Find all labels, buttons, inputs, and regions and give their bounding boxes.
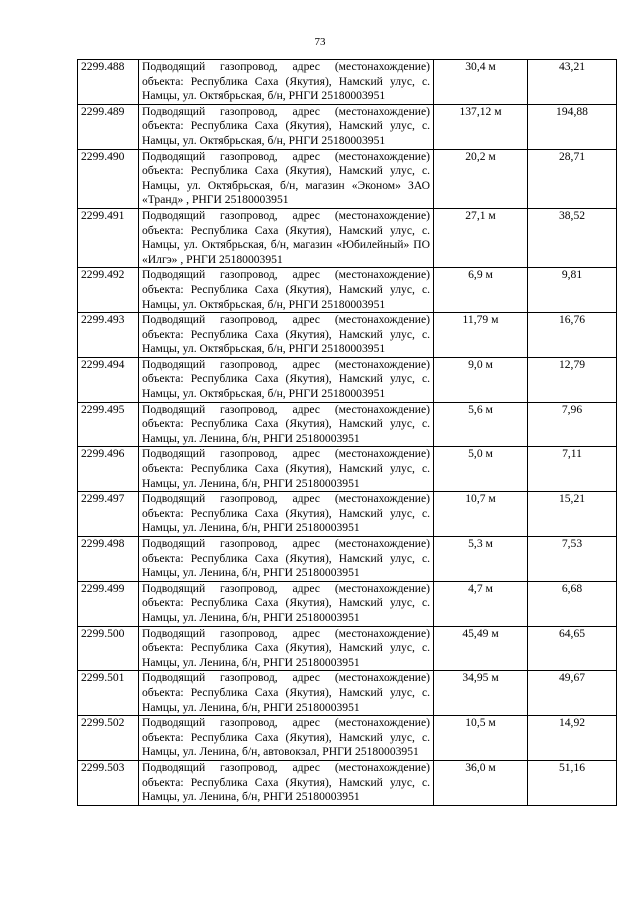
table-row <box>78 313 617 358</box>
object-description-cell: Подводящий газопровод, адрес (местонахождение) объекта: Республика Саха (Якутия), Намский улус, с. Намцы, ул. Октябрьская, б/н, РНГИ 25180003951 <box>139 313 434 358</box>
object-description-cell: Подводящий газопровод, адрес (местонахождение) объекта: Республика Саха (Якутия), Намский улус, с. Намцы, ул. Октябрьская, б/н, РНГИ 25180003951 <box>139 357 434 402</box>
value-cell: 51,16 <box>528 760 617 805</box>
length-cell: 36,0 м <box>434 760 528 805</box>
object-description-cell: Подводящий газопровод, адрес (местонахождение) объекта: Республика Саха (Якутия), Намский улус, с. Намцы, ул. Октябрьская, б/н, магазин «Эконом» ЗАО «Транд» , РНГИ 25180003951 <box>139 149 434 208</box>
length-cell: 10,5 м <box>434 716 528 761</box>
row-number-cell: 2299.503 <box>78 760 139 805</box>
row-number-cell: 2299.493 <box>78 313 139 358</box>
length-cell: 5,0 м <box>434 447 528 492</box>
table-row <box>78 104 617 149</box>
length-cell: 4,7 м <box>434 581 528 626</box>
value-cell: 38,52 <box>528 208 617 267</box>
length-cell: 30,4 м <box>434 60 528 105</box>
object-description-cell: Подводящий газопровод, адрес (местонахождение) объекта: Республика Саха (Якутия), Намский улус, с. Намцы, ул. Октябрьская, б/н, РНГИ 25180003951 <box>139 60 434 105</box>
row-number-cell: 2299.490 <box>78 149 139 208</box>
length-cell: 5,6 м <box>434 402 528 447</box>
object-description-cell: Подводящий газопровод, адрес (местонахождение) объекта: Республика Саха (Якутия), Намский улус, с. Намцы, ул. Октябрьская, б/н, магазин «Юбилейный» ПО «Илгэ» , РНГИ 25180003951 <box>139 208 434 267</box>
object-description-cell: Подводящий газопровод, адрес (местонахождение) объекта: Республика Саха (Якутия), Намский улус, с. Намцы, ул. Ленина, б/н, РНГИ 25180003951 <box>139 760 434 805</box>
table-row <box>78 492 617 537</box>
value-cell: 64,65 <box>528 626 617 671</box>
value-cell: 16,76 <box>528 313 617 358</box>
table-row <box>78 447 617 492</box>
length-cell: 10,7 м <box>434 492 528 537</box>
value-cell: 9,81 <box>528 268 617 313</box>
value-cell: 7,96 <box>528 402 617 447</box>
length-cell: 137,12 м <box>434 104 528 149</box>
length-cell: 5,3 м <box>434 537 528 582</box>
table-row <box>78 626 617 671</box>
row-number-cell: 2299.488 <box>78 60 139 105</box>
object-description-cell: Подводящий газопровод, адрес (местонахождение) объекта: Республика Саха (Якутия), Намский улус, с. Намцы, ул. Ленина, б/н, РНГИ 25180003951 <box>139 581 434 626</box>
row-number-cell: 2299.501 <box>78 671 139 716</box>
object-description-cell: Подводящий газопровод, адрес (местонахождение) объекта: Республика Саха (Якутия), Намский улус, с. Намцы, ул. Ленина, б/н, автовокзал, РНГИ 25180003951 <box>139 716 434 761</box>
row-number-cell: 2299.499 <box>78 581 139 626</box>
row-number-cell: 2299.489 <box>78 104 139 149</box>
row-number-cell: 2299.502 <box>78 716 139 761</box>
length-cell: 34,95 м <box>434 671 528 716</box>
value-cell: 7,11 <box>528 447 617 492</box>
length-cell: 11,79 м <box>434 313 528 358</box>
row-number-cell: 2299.494 <box>78 357 139 402</box>
value-cell: 49,67 <box>528 671 617 716</box>
table-row <box>78 760 617 805</box>
value-cell: 14,92 <box>528 716 617 761</box>
value-cell: 43,21 <box>528 60 617 105</box>
length-cell: 45,49 м <box>434 626 528 671</box>
object-description-cell: Подводящий газопровод, адрес (местонахождение) объекта: Республика Саха (Якутия), Намский улус, с. Намцы, ул. Октябрьская, б/н, РНГИ 25180003951 <box>139 104 434 149</box>
value-cell: 194,88 <box>528 104 617 149</box>
object-description-cell: Подводящий газопровод, адрес (местонахождение) объекта: Республика Саха (Якутия), Намский улус, с. Намцы, ул. Ленина, б/н, РНГИ 25180003951 <box>139 402 434 447</box>
length-cell: 6,9 м <box>434 268 528 313</box>
object-description-cell: Подводящий газопровод, адрес (местонахождение) объекта: Республика Саха (Якутия), Намский улус, с. Намцы, ул. Ленина, б/н, РНГИ 25180003951 <box>139 447 434 492</box>
page-number: 73 <box>314 36 326 48</box>
row-number-cell: 2299.496 <box>78 447 139 492</box>
table-row <box>78 716 617 761</box>
row-number-cell: 2299.500 <box>78 626 139 671</box>
row-number-cell: 2299.491 <box>78 208 139 267</box>
value-cell: 12,79 <box>528 357 617 402</box>
object-description-cell: Подводящий газопровод, адрес (местонахождение) объекта: Республика Саха (Якутия), Намский улус, с. Намцы, ул. Ленина, б/н, РНГИ 25180003951 <box>139 626 434 671</box>
value-cell: 7,53 <box>528 537 617 582</box>
length-cell: 27,1 м <box>434 208 528 267</box>
table-row <box>78 208 617 267</box>
row-number-cell: 2299.497 <box>78 492 139 537</box>
row-number-cell: 2299.495 <box>78 402 139 447</box>
row-number-cell: 2299.492 <box>78 268 139 313</box>
length-cell: 20,2 м <box>434 149 528 208</box>
registry-table-body <box>78 60 617 806</box>
table-row <box>78 357 617 402</box>
value-cell: 15,21 <box>528 492 617 537</box>
registry-table <box>77 59 617 806</box>
table-row <box>78 149 617 208</box>
table-row <box>78 581 617 626</box>
table-row <box>78 60 617 105</box>
table-row <box>78 402 617 447</box>
object-description-cell: Подводящий газопровод, адрес (местонахождение) объекта: Республика Саха (Якутия), Намский улус, с. Намцы, ул. Октябрьская, б/н, РНГИ 25180003951 <box>139 268 434 313</box>
table-row <box>78 537 617 582</box>
length-cell: 9,0 м <box>434 357 528 402</box>
object-description-cell: Подводящий газопровод, адрес (местонахождение) объекта: Республика Саха (Якутия), Намский улус, с. Намцы, ул. Ленина, б/н, РНГИ 25180003951 <box>139 537 434 582</box>
value-cell: 6,68 <box>528 581 617 626</box>
table-row <box>78 671 617 716</box>
table-row <box>78 268 617 313</box>
object-description-cell: Подводящий газопровод, адрес (местонахождение) объекта: Республика Саха (Якутия), Намский улус, с. Намцы, ул. Ленина, б/н, РНГИ 25180003951 <box>139 492 434 537</box>
value-cell: 28,71 <box>528 149 617 208</box>
row-number-cell: 2299.498 <box>78 537 139 582</box>
object-description-cell: Подводящий газопровод, адрес (местонахождение) объекта: Республика Саха (Якутия), Намский улус, с. Намцы, ул. Ленина, б/н, РНГИ 25180003951 <box>139 671 434 716</box>
